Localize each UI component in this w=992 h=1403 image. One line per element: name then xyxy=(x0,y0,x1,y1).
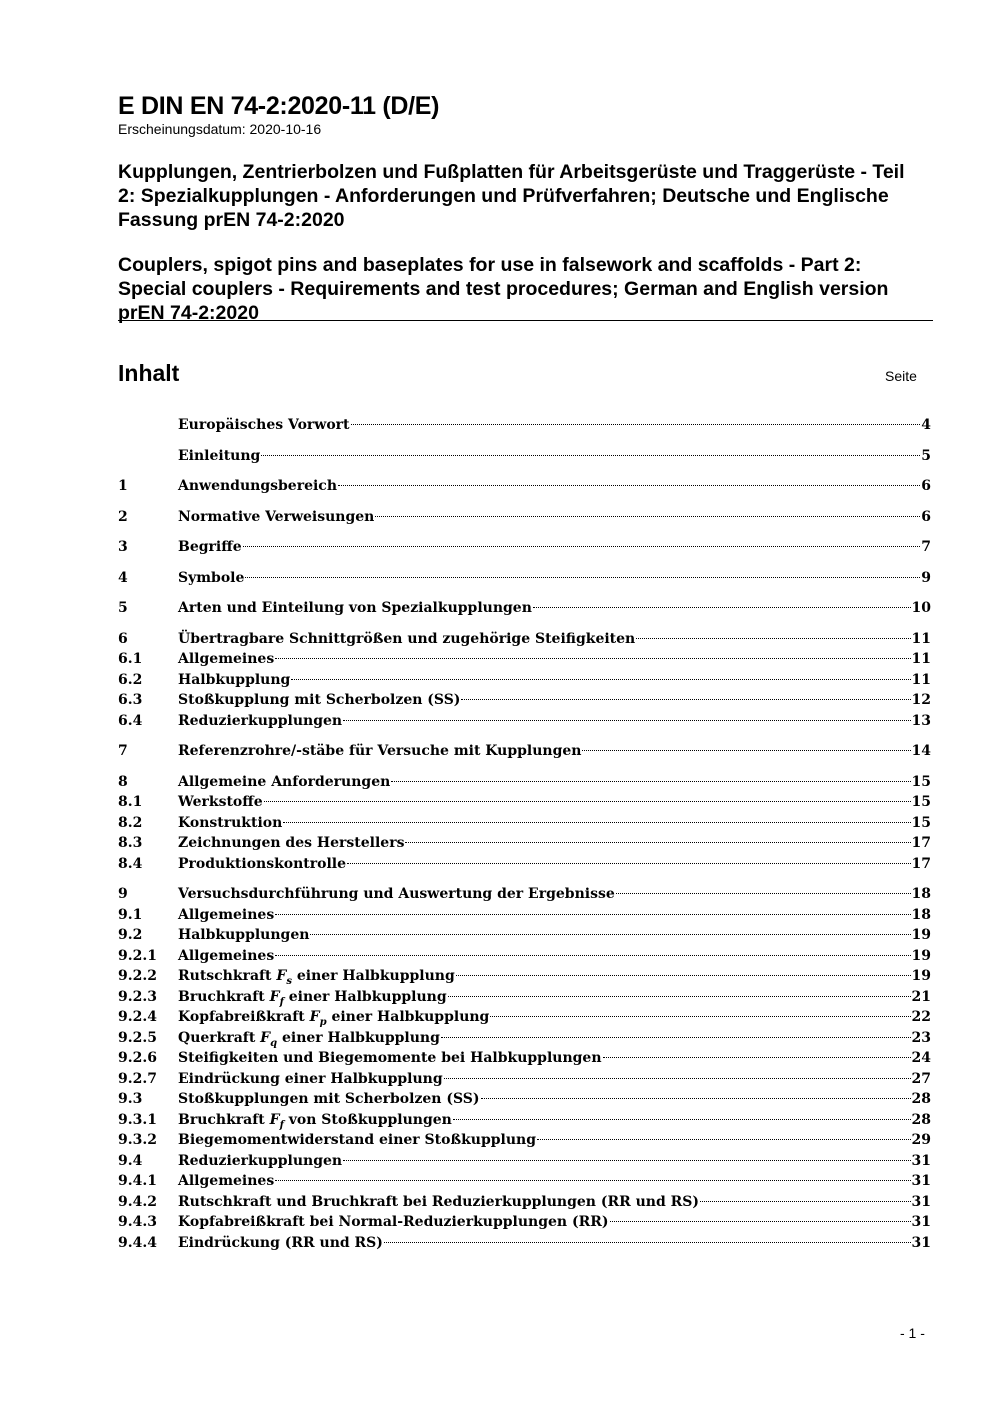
toc-entry-page: 6 xyxy=(921,508,931,525)
toc-entry-title: Produktionskontrolle xyxy=(178,855,347,872)
toc-entry-number: 9.4 xyxy=(118,1152,143,1169)
toc-entry-page: 31 xyxy=(911,1214,931,1230)
toc-dot-leader xyxy=(291,679,910,680)
toc-dot-leader xyxy=(441,1037,911,1038)
toc-dot-leader xyxy=(384,1242,911,1243)
toc-entry-title: Allgemeines xyxy=(178,1173,275,1189)
toc-entry-page: 31 xyxy=(911,1193,931,1210)
toc-dot-leader xyxy=(533,607,911,608)
toc-entry-title-text: einer Halbkupplung xyxy=(326,1009,490,1025)
toc-entry-title: Eindrückung (RR und RS) xyxy=(178,1234,383,1251)
toc-entry-page: 14 xyxy=(911,743,931,759)
toc-dot-leader xyxy=(444,1078,911,1079)
toc-entry-number: 9.4.2 xyxy=(118,1193,157,1210)
toc-entry-page: 22 xyxy=(911,1009,931,1025)
toc-entry[interactable] xyxy=(118,1235,931,1256)
toc-entry-number: 9.4.3 xyxy=(118,1214,157,1230)
toc-entry-title-text: Kopfabreißkraft xyxy=(178,1009,310,1025)
toc-dot-leader xyxy=(636,638,910,639)
page-number: - 1 - xyxy=(900,1325,925,1341)
toc-entry-title: Begriffe xyxy=(178,539,242,555)
toc-entry-title xyxy=(178,1112,452,1131)
toc-entry-number: 3 xyxy=(118,539,128,555)
toc-entry-page: 10 xyxy=(911,600,931,616)
toc-entry-number: 9.2.5 xyxy=(118,1029,157,1046)
toc-dot-leader xyxy=(275,658,910,659)
toc-entry-number: 9.2.6 xyxy=(118,1050,157,1066)
toc-entry-title: Reduzierkupplungen xyxy=(178,712,343,729)
toc-entry-number: 9.3.1 xyxy=(118,1111,157,1128)
toc-entry-title: Kopfabreißkraft bei Normal-Reduzierkupplungen (RR) xyxy=(178,1214,609,1230)
toc-entry[interactable] xyxy=(118,927,931,948)
toc-entry-number: 9.1 xyxy=(118,906,143,923)
toc-entry[interactable] xyxy=(118,856,931,877)
toc-entry[interactable] xyxy=(118,1050,931,1071)
toc-entry-number: 9.4.1 xyxy=(118,1173,157,1189)
toc-entry-title: Allgemeine Anforderungen xyxy=(178,773,391,790)
toc-entry-symbol: F xyxy=(276,968,287,984)
toc-entry-number: 9.2.7 xyxy=(118,1070,157,1087)
toc-entry-number: 6.4 xyxy=(118,712,143,729)
toc-entry[interactable] xyxy=(118,794,931,815)
toc-entry-title: Allgemeines xyxy=(178,906,275,923)
toc-entry[interactable] xyxy=(118,651,931,672)
toc-entry-page: 17 xyxy=(911,855,931,872)
toc-entry-page: 19 xyxy=(911,947,931,964)
toc-entry-title: Rutschkraft und Bruchkraft bei Reduzierkupplungen (RR und RS) xyxy=(178,1193,699,1210)
toc-entry[interactable] xyxy=(118,948,931,969)
toc-entry[interactable] xyxy=(118,1071,931,1092)
toc-entry[interactable] xyxy=(118,713,931,734)
toc-entry-title: Referenzrohre/-stäbe für Versuche mit Kupplungen xyxy=(178,743,582,759)
toc-entry-title-text: Querkraft xyxy=(178,1029,261,1046)
toc-entry[interactable] xyxy=(118,989,931,1010)
toc-entry-title xyxy=(178,968,455,987)
toc-entry[interactable] xyxy=(118,1153,931,1174)
toc-dot-leader xyxy=(310,934,910,935)
toc-entry-page: 11 xyxy=(911,671,931,688)
toc-entry-symbol: F xyxy=(309,1009,320,1025)
title-german: Kupplungen, Zentrierbolzen und Fußplatten für Arbeitsgerüste und Traggerüste - Teil 2: Spezialkupplungen - Anforderungen und Prüfverfahren; Deutsche und Englische Fassung prEN 74-2:2020 xyxy=(118,161,905,231)
toc-entry-number: 8.4 xyxy=(118,855,143,872)
toc-dot-leader xyxy=(700,1201,911,1202)
toc-entry-page: 15 xyxy=(911,773,931,790)
toc-entry-page: 15 xyxy=(911,794,931,810)
toc-entry-page: 28 xyxy=(911,1111,931,1128)
toc-dot-leader xyxy=(461,699,910,700)
toc-entry-number: 8.3 xyxy=(118,835,143,851)
toc-entry-title: Reduzierkupplungen xyxy=(178,1152,343,1169)
toc-entry-page: 19 xyxy=(911,927,931,943)
toc-entry-title-text: Bruchkraft xyxy=(178,988,270,1005)
toc-entry-title xyxy=(178,1009,489,1028)
toc-entry[interactable] xyxy=(118,448,931,469)
toc-entry-page: 18 xyxy=(911,906,931,923)
toc-dot-leader xyxy=(537,1139,911,1140)
toc-entry-page: 13 xyxy=(911,712,931,729)
toc-dot-leader xyxy=(391,781,910,782)
toc-entry-title: Anwendungsbereich xyxy=(178,478,337,494)
toc-entry-number: 9.3 xyxy=(118,1091,143,1107)
toc-entry-number: 9.2.3 xyxy=(118,988,157,1005)
toc-entry-page: 21 xyxy=(911,988,931,1005)
toc-entry-title-text: Rutschkraft xyxy=(178,968,277,984)
toc-dot-leader xyxy=(261,455,920,456)
toc-entry-page: 17 xyxy=(911,835,931,851)
toc-entry-title-text: von Stoßkupplungen xyxy=(283,1111,452,1128)
toc-entry-title: Versuchsdurchführung und Auswertung der Ergebnisse xyxy=(178,886,615,902)
toc-entry-number: 2 xyxy=(118,508,128,525)
toc-dot-leader xyxy=(245,577,920,578)
toc-entry-title: Konstruktion xyxy=(178,814,283,831)
toc-entry-symbol-subscript: q xyxy=(270,1037,278,1049)
toc-dot-leader xyxy=(582,750,910,751)
toc-entry-title: Halbkupplungen xyxy=(178,927,310,943)
toc-dot-leader xyxy=(603,1057,911,1058)
toc-entry[interactable] xyxy=(118,1112,931,1133)
toc-entry-title xyxy=(178,1030,440,1049)
toc-entry-page: 27 xyxy=(911,1070,931,1087)
toc-entry[interactable] xyxy=(118,1091,931,1112)
toc-entry-symbol-subscript: p xyxy=(319,1016,327,1028)
toc-entry-page: 24 xyxy=(911,1050,931,1066)
toc-entry-title: Allgemeines xyxy=(178,651,275,667)
toc-entry-symbol-subscript: f xyxy=(279,1119,284,1131)
toc-dot-leader xyxy=(351,424,921,425)
toc-entry[interactable] xyxy=(118,570,931,591)
toc-dot-leader xyxy=(275,955,910,956)
toc-entry-symbol: F xyxy=(269,988,280,1005)
toc-dot-leader xyxy=(448,996,911,997)
toc-entry-title: Werkstoffe xyxy=(178,794,263,810)
toc-entry-number: 8 xyxy=(118,773,128,790)
toc-entry-page: 31 xyxy=(911,1234,931,1251)
toc-entry-title: Halbkupplung xyxy=(178,671,291,688)
toc-entry-number: 8.1 xyxy=(118,794,143,810)
toc-entry[interactable] xyxy=(118,743,931,764)
toc-entry-title-text: einer Halbkupplung xyxy=(283,988,447,1005)
toc-entry-number: 9.3.2 xyxy=(118,1132,157,1148)
toc-entry-title: Eindrückung einer Halbkupplung xyxy=(178,1070,443,1087)
table-of-contents xyxy=(118,417,931,1255)
toc-dot-leader xyxy=(264,801,911,802)
toc-entry[interactable] xyxy=(118,600,931,621)
toc-entry-number: 4 xyxy=(118,569,128,586)
header-divider xyxy=(118,320,933,321)
toc-entry-page: 31 xyxy=(911,1152,931,1169)
publication-date: Erscheinungsdatum: 2020-10-16 xyxy=(118,121,322,137)
toc-dot-leader xyxy=(338,485,920,486)
toc-dot-leader xyxy=(490,1016,910,1017)
toc-entry-title-text: einer Halbkupplung xyxy=(277,1029,440,1046)
toc-dot-leader xyxy=(347,863,910,864)
toc-entry[interactable] xyxy=(118,509,931,530)
toc-heading: Inhalt xyxy=(118,360,180,386)
toc-entry-page: 7 xyxy=(921,539,931,555)
toc-entry[interactable] xyxy=(118,539,931,560)
toc-entry-title-text: Bruchkraft xyxy=(178,1111,270,1128)
toc-entry-page: 6 xyxy=(921,478,931,494)
toc-entry-page: 11 xyxy=(911,651,931,667)
toc-entry[interactable] xyxy=(118,907,931,928)
toc-entry-number: 6.2 xyxy=(118,671,143,688)
toc-entry[interactable] xyxy=(118,1194,931,1215)
toc-entry-number: 9.2.2 xyxy=(118,968,157,984)
toc-entry-page: 12 xyxy=(911,692,931,708)
toc-entry-title: Allgemeines xyxy=(178,947,275,964)
toc-entry[interactable] xyxy=(118,774,931,795)
toc-entry-page: 29 xyxy=(911,1132,931,1148)
toc-entry-title: Steifigkeiten und Biegemomente bei Halbkupplungen xyxy=(178,1050,602,1066)
toc-dot-leader xyxy=(610,1221,911,1222)
toc-entry[interactable] xyxy=(118,631,931,652)
toc-page-column-label: Seite xyxy=(885,368,917,384)
toc-entry[interactable] xyxy=(118,672,931,693)
toc-entry[interactable] xyxy=(118,886,931,907)
toc-dot-leader xyxy=(453,1119,911,1120)
toc-entry-page: 5 xyxy=(921,447,931,464)
toc-entry-symbol-subscript: s xyxy=(286,975,292,987)
toc-dot-leader xyxy=(275,1180,910,1181)
toc-entry[interactable] xyxy=(118,968,931,989)
toc-entry-title: Symbole xyxy=(178,569,245,586)
toc-entry-title: Einleitung xyxy=(178,447,261,464)
toc-entry-number: 6.1 xyxy=(118,651,143,667)
toc-entry-number: 7 xyxy=(118,743,128,759)
toc-entry-number: 9.4.4 xyxy=(118,1234,157,1251)
toc-entry-symbol: F xyxy=(269,1111,280,1128)
toc-entry-page: 31 xyxy=(911,1173,931,1189)
toc-entry-title: Stoßkupplung mit Scherbolzen (SS) xyxy=(178,692,461,708)
toc-entry-page: 19 xyxy=(911,968,931,984)
toc-entry-symbol-subscript: f xyxy=(279,996,284,1008)
toc-entry-number: 5 xyxy=(118,600,128,616)
toc-entry[interactable] xyxy=(118,478,931,499)
toc-entry[interactable] xyxy=(118,692,931,713)
toc-entry-page: 9 xyxy=(921,569,931,586)
document-code: E DIN EN 74-2:2020-11 (D/E) xyxy=(118,92,440,120)
toc-entry-title xyxy=(178,989,447,1008)
toc-entry-page: 18 xyxy=(911,886,931,902)
toc-dot-leader xyxy=(375,516,920,517)
toc-entry-title: Stoßkupplungen mit Scherbolzen (SS) xyxy=(178,1091,480,1107)
toc-entry[interactable] xyxy=(118,1173,931,1194)
toc-dot-leader xyxy=(616,893,911,894)
toc-entry-title: Biegemomentwiderstand einer Stoßkupplung xyxy=(178,1132,537,1148)
toc-entry-title: Arten und Einteilung von Spezialkupplungen xyxy=(178,600,532,616)
toc-entry-number: 6.3 xyxy=(118,692,143,708)
toc-entry-title: Zeichnungen des Herstellers xyxy=(178,835,405,851)
toc-entry-title-text: einer Halbkupplung xyxy=(291,968,455,984)
toc-entry-symbol: F xyxy=(260,1029,271,1046)
toc-entry-page: 11 xyxy=(911,630,931,647)
toc-entry-page: 4 xyxy=(921,417,931,433)
toc-entry-number: 9.2 xyxy=(118,927,143,943)
toc-entry-number: 9.2.4 xyxy=(118,1009,157,1025)
toc-entry-page: 23 xyxy=(911,1029,931,1046)
toc-entry[interactable] xyxy=(118,417,931,438)
toc-entry-number: 9 xyxy=(118,886,128,902)
toc-entry-page: 28 xyxy=(911,1091,931,1107)
toc-dot-leader xyxy=(275,914,910,915)
toc-dot-leader xyxy=(283,822,910,823)
toc-entry-title: Normative Verweisungen xyxy=(178,508,375,525)
toc-entry-title: Übertragbare Schnittgrößen und zugehörige Steifigkeiten xyxy=(178,630,636,647)
toc-entry-number: 6 xyxy=(118,630,128,647)
toc-dot-leader xyxy=(343,720,910,721)
toc-entry[interactable] xyxy=(118,835,931,856)
toc-dot-leader xyxy=(343,1160,910,1161)
toc-dot-leader xyxy=(456,975,911,976)
toc-dot-leader xyxy=(243,546,921,547)
toc-entry[interactable] xyxy=(118,1214,931,1235)
toc-entry[interactable] xyxy=(118,1009,931,1030)
toc-dot-leader xyxy=(481,1098,911,1099)
toc-entry[interactable] xyxy=(118,1132,931,1153)
title-english: Couplers, spigot pins and baseplates for use in falsework and scaffolds - Part 2: Special couplers - Requirements and test procedures; German and English version prEN 74-2:2020 xyxy=(118,254,889,324)
toc-entry[interactable] xyxy=(118,1030,931,1051)
toc-entry-title: Europäisches Vorwort xyxy=(178,417,350,433)
toc-dot-leader xyxy=(405,842,910,843)
toc-entry-number: 8.2 xyxy=(118,814,143,831)
toc-entry[interactable] xyxy=(118,815,931,836)
toc-entry-page: 15 xyxy=(911,814,931,831)
toc-entry-number: 1 xyxy=(118,478,128,494)
toc-entry-number: 9.2.1 xyxy=(118,947,157,964)
